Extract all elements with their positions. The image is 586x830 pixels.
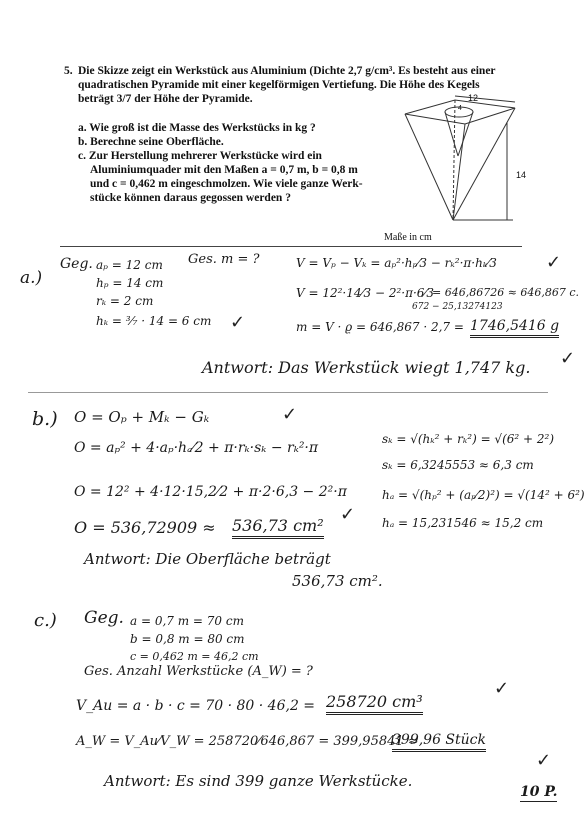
part-c-ges: Ges. Anzahl Werkstücke (A_W) = ? <box>84 664 313 679</box>
part-c-b: b = 0,8 m = 80 cm <box>130 632 245 646</box>
part-b-answer-2: 536,73 cm². <box>292 572 383 590</box>
question-b: b. Berechne seine Oberfläche. <box>78 136 224 148</box>
part-a-geg: Geg. <box>60 256 93 272</box>
divider-a-b <box>28 392 548 393</box>
part-a-v-intermediate: 672 − 25,13274123 <box>412 302 503 312</box>
question-c-line-1: c. Zur Herstellung mehrerer Werkstücke wird ein <box>78 150 322 162</box>
part-b-o-expanded: O = aₚ² + 4·aₚ·hₐ⁄2 + π·rₖ·sₖ − rₖ²·π <box>74 440 319 456</box>
question-c-line-3: und c = 0,462 m eingeschmolzen. Wie viele ganze Werk- <box>90 178 363 190</box>
part-a-v-result: = 646,86726 ≈ 646,867 c. <box>432 286 580 299</box>
part-a-hk: hₖ = ³⁄₇ · 14 = 6 cm <box>96 314 212 328</box>
divider-top <box>60 246 522 247</box>
part-a-answer: Antwort: Das Werkstück wiegt 1,747 kg. <box>202 358 531 377</box>
check-icon: ✓ <box>282 404 298 425</box>
part-a-ap: aₚ = 12 cm <box>96 258 163 272</box>
question-c-line-4: stücke können daraus gegossen werden ? <box>90 192 291 204</box>
part-c-aw-result: 399,96 Stück <box>392 732 486 752</box>
part-b-sk-value: sₖ = 6,3245553 ≈ 6,3 cm <box>382 458 534 472</box>
check-icon: ✓ <box>230 312 246 333</box>
sketch-caption: Maße in cm <box>384 232 432 243</box>
sketch-dim-top: 12 <box>468 93 479 103</box>
check-icon: ✓ <box>536 750 552 771</box>
check-icon: ✓ <box>494 678 510 699</box>
part-b-o-numbers: O = 12² + 4·12·15,2⁄2 + π·2·6,3 − 2²·π <box>74 484 347 500</box>
sketch-dim-cone: 4 <box>458 105 462 112</box>
check-icon: ✓ <box>340 504 356 525</box>
check-icon: ✓ <box>546 252 562 273</box>
part-b-o-result: 536,73 cm² <box>232 516 324 539</box>
part-b-label: b.) <box>32 408 58 430</box>
part-c-aw-line: A_W = V_Au⁄V_W = 258720⁄646,867 = 399,95841 ≈ <box>76 734 419 749</box>
part-a-hp: hₚ = 14 cm <box>96 276 164 290</box>
part-a-rk: rₖ = 2 cm <box>96 294 154 308</box>
part-a-label: a.) <box>20 268 43 288</box>
part-b-answer-1: Antwort: Die Oberfläche beträgt <box>84 550 331 568</box>
task-intro-line-1: Die Skizze zeigt ein Werkstück aus Aluminium (Dichte 2,7 g/cm³. Es besteht aus einer <box>78 65 496 77</box>
part-a-v-numbers: V = 12²·14⁄3 − 2²·π·6⁄3 <box>296 286 435 300</box>
part-b-o-result-lhs: O = 536,72909 ≈ <box>74 518 216 537</box>
part-c-geg: Geg. <box>84 608 124 628</box>
task-intro-line-3: beträgt 3/7 der Höhe der Pyramide. <box>78 93 253 105</box>
part-a-v-formula: V = Vₚ − Vₖ = aₚ²·hₚ⁄3 − rₖ²·π·hₖ⁄3 <box>296 256 497 270</box>
question-c-line-2: Aluminiumquader mit den Maßen a = 0,7 m, b = 0,8 m <box>90 164 358 176</box>
part-b-ha-value: hₐ = 15,231546 ≈ 15,2 cm <box>382 516 544 530</box>
part-a-mass-line: m = V · ϱ = 646,867 · 2,7 = <box>296 320 464 334</box>
part-c-answer: Antwort: Es sind 399 ganze Werkstücke. <box>104 772 413 790</box>
part-a-ges: Ges. m = ? <box>188 252 260 267</box>
part-b-o-formula: O = Oₚ + Mₖ − Gₖ <box>74 408 210 426</box>
part-b-ha-formula: hₐ = √(hₚ² + (aₚ⁄2)²) = √(14² + 6²) <box>382 488 585 502</box>
task-intro-line-2: quadratischen Pyramide mit einer kegelförmigen Vertiefung. Die Höhe des Kegels <box>78 79 480 91</box>
part-c-vau-result: 258720 cm³ <box>326 692 423 715</box>
sketch-dim-height: 14 <box>516 170 527 180</box>
check-icon: ✓ <box>560 348 576 369</box>
part-c-label: c.) <box>34 610 57 631</box>
part-a-mass-result: 1746,5416 g <box>470 318 559 338</box>
part-c-c: c = 0,462 m = 46,2 cm <box>130 650 259 663</box>
part-b-sk-formula: sₖ = √(hₖ² + rₖ²) = √(6² + 2²) <box>382 432 555 446</box>
question-a: a. Wie groß ist die Masse des Werkstücks in kg ? <box>78 122 316 134</box>
part-c-a: a = 0,7 m = 70 cm <box>130 614 244 628</box>
score: 10 P. <box>520 784 558 800</box>
task-number: 5. <box>64 65 73 77</box>
pyramid-sketch <box>395 92 525 232</box>
part-c-vau-line: V_Au = a · b · c = 70 · 80 · 46,2 = <box>76 698 316 714</box>
